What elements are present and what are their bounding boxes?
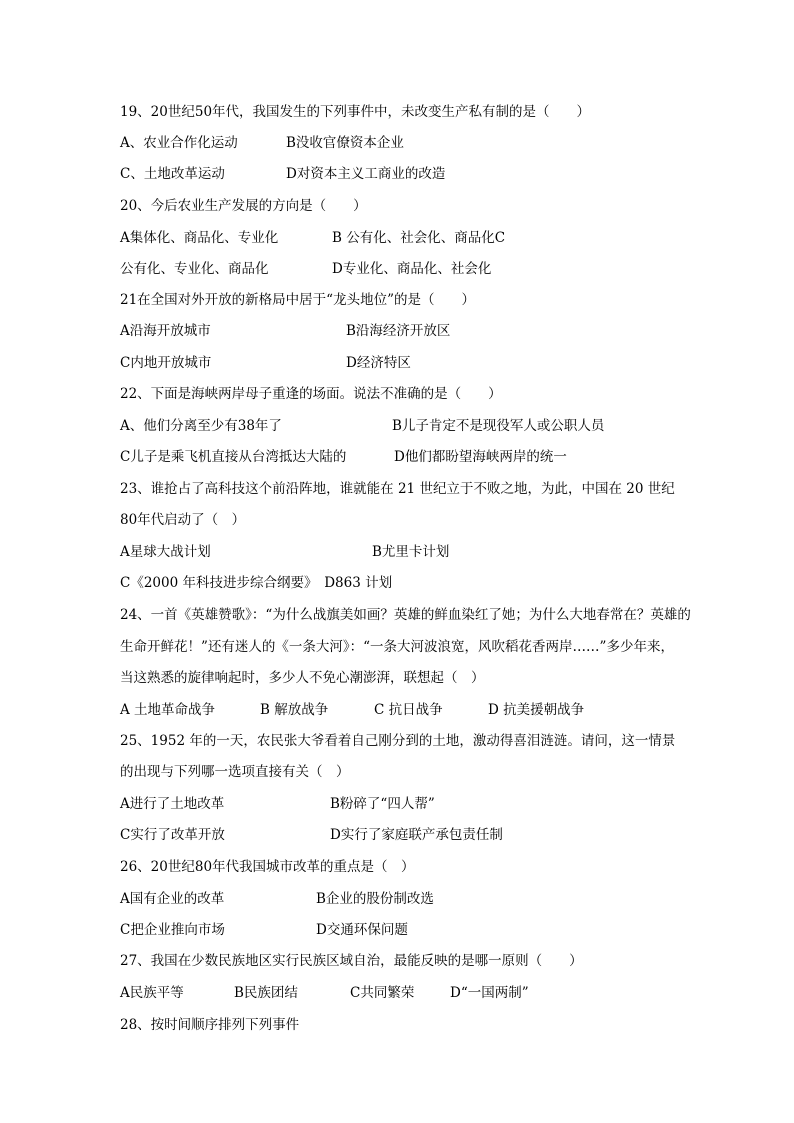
question-26-option-b: B企业的股份制改选: [316, 891, 434, 907]
question-22-option-a: A、他们分离至少有38年了: [120, 418, 282, 434]
question-19-stem-text: 19、20世纪50年代，我国发生的下列事件中，未改变生产私有制的是（ ）: [120, 104, 591, 120]
question-23-stem-text-2: 80年代启动了（ ）: [120, 512, 246, 528]
question-26-option-c: C把企业推向市场: [120, 922, 225, 938]
question-20-option-d: D专业化、商品化、社会化: [332, 261, 492, 277]
question-22-option-c: C儿子是乘飞机直接从台湾抵达大陆的: [120, 449, 347, 465]
question-23-stem-line1: [120, 479, 675, 499]
question-21-option-b: B沿海经济开放区: [346, 323, 451, 339]
question-25-option-a: A进行了土地改革: [120, 796, 225, 812]
question-23-option-a: A星球大战计划: [120, 544, 211, 560]
question-25-options-ab: [120, 794, 435, 814]
question-23-option-b: B尤里卡计划: [372, 544, 450, 560]
question-19-option-c: C、土地改革运动: [120, 166, 225, 182]
question-25-option-d: D实行了家庭联产承包责任制: [330, 827, 503, 843]
question-27-stem: [120, 951, 583, 971]
question-24-stem-text-1: 24、一首《英雄赞歌》：“为什么战旗美如画？英雄的鲜血染红了她；为什么大地春常在？英雄的: [120, 607, 691, 623]
question-22-options-ab: [120, 416, 605, 436]
question-19-option-a: A、农业合作化运动: [120, 135, 238, 151]
question-20-option-c: 公有化、专业化、商品化: [120, 261, 269, 277]
question-26-options-cd: [120, 920, 408, 940]
question-21-options-ab: [120, 321, 451, 341]
question-20-option-a: A集体化、商品化、专业化: [120, 230, 279, 246]
question-23-options-ab: [120, 542, 450, 562]
question-23-stem-text-1: 23、谁抢占了高科技这个前沿阵地，谁就能在 21 世纪立于不败之地，为此，中国在 20 世纪: [120, 481, 675, 497]
question-21-option-d: D经济特区: [346, 355, 411, 371]
question-20-stem-text: 20、今后农业生产发展的方向是（ ）: [120, 198, 367, 214]
question-27-option-a: A民族平等: [120, 985, 184, 1001]
question-25-stem-line1: [120, 731, 675, 751]
question-21-stem: [120, 290, 475, 310]
question-24-stem-text-2: 生命开鲜花！”还有迷人的《一条大河》：“一条大河波浪宽，风吹稻花香两岸……”多少年来，: [120, 639, 674, 655]
question-24-option-c: C 抗日战争: [374, 702, 443, 718]
question-24-stem-line3: [120, 668, 485, 688]
question-26-stem-text: 26、20世纪80年代我国城市改革的重点是（ ）: [120, 859, 415, 875]
question-22-stem-text: 22、下面是海峡两岸母子重逢的场面。说法不准确的是（ ）: [120, 386, 502, 402]
question-22-option-d: D他们都盼望海峡两岸的统一: [394, 449, 567, 465]
question-27-option-c: C共同繁荣: [350, 985, 415, 1001]
question-19-options-ab: [120, 133, 404, 153]
question-26-options-ab: [120, 889, 434, 909]
question-20-stem: [120, 196, 367, 216]
question-20-options-line1: [120, 228, 506, 248]
question-21-options-cd: [120, 353, 411, 373]
question-28-stem-text: 28、按时间顺序排列下列事件: [120, 1017, 300, 1033]
question-19-stem: [120, 102, 590, 122]
question-23-stem-line2: [120, 510, 245, 530]
question-20-options-line2: [120, 259, 492, 279]
question-24-options: [120, 700, 585, 720]
question-27-stem-text: 27、我国在少数民族地区实行民族区域自治，最能反映的是哪一原则（ ）: [120, 953, 583, 969]
question-25-option-c: C实行了改革开放: [120, 827, 225, 843]
question-24-stem-line2: [120, 637, 674, 657]
question-20-option-b: B 公有化、社会化、商品化C: [332, 230, 506, 246]
question-23-options-cd: [120, 573, 392, 593]
question-23-options-c-d: C《2000 年科技进步综合纲要》 D863 计划: [120, 575, 393, 591]
question-21-stem-text: 21在全国对外开放的新格局中居于“龙头地位”的是（ ）: [120, 292, 475, 308]
question-28-stem: [120, 1015, 299, 1035]
question-22-option-b: B儿子肯定不是现役军人或公职人员: [392, 418, 605, 434]
question-26-option-a: A国有企业的改革: [120, 891, 225, 907]
question-26-stem: [120, 857, 415, 877]
question-25-options-cd: [120, 825, 503, 845]
question-27-option-b: B民族团结: [234, 985, 298, 1001]
question-25-stem-line2: [120, 762, 350, 782]
question-24-option-d: D 抗美援朝战争: [488, 702, 585, 718]
question-24-option-b: B 解放战争: [260, 702, 329, 718]
question-25-stem-text-1: 25、1952 年的一天，农民张大爷看着自己刚分到的土地，激动得喜泪涟涟。请问，这一情景: [120, 733, 676, 749]
question-22-options-cd: [120, 447, 567, 467]
question-19-options-cd: [120, 164, 446, 184]
question-21-option-c: C内地开放城市: [120, 355, 212, 371]
question-27-options: [120, 983, 529, 1003]
question-24-option-a: A 土地革命战争: [120, 702, 216, 718]
question-19-option-b: B没收官僚资本企业: [286, 135, 404, 151]
question-25-stem-text-2: 的出现与下列哪一选项直接有关（ ）: [120, 764, 350, 780]
question-24-stem-text-3: 当这熟悉的旋律响起时，多少人不免心潮澎湃，联想起（ ）: [120, 670, 485, 686]
question-27-option-d: D“一国两制”: [450, 985, 529, 1001]
question-26-option-d: D交通环保问题: [316, 922, 408, 938]
question-19-option-d: D对资本主义工商业的改造: [286, 166, 446, 182]
question-25-option-b: B粉碎了“四人帮”: [330, 796, 435, 812]
question-22-stem: [120, 384, 502, 404]
question-24-stem-line1: [120, 605, 691, 625]
question-21-option-a: A沿海开放城市: [120, 323, 211, 339]
